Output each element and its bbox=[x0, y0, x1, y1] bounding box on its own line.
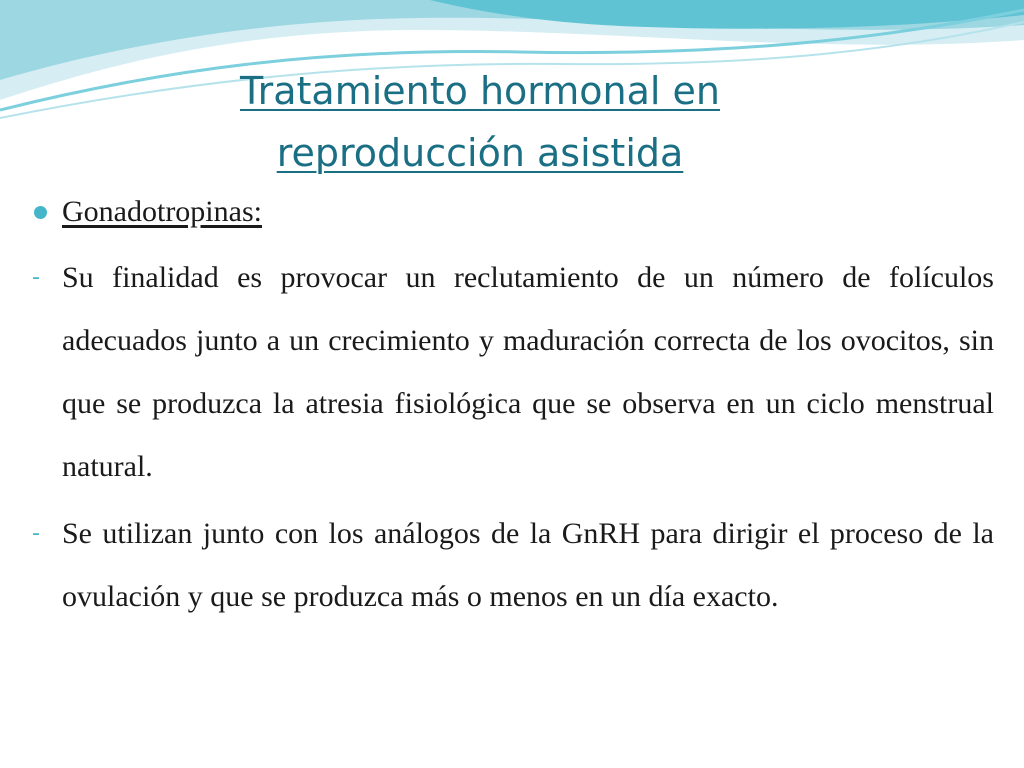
bullet-heading: Gonadotropinas: bbox=[62, 195, 262, 228]
bullet-heading-row bbox=[32, 190, 994, 234]
title-line-2: reproducción asistida bbox=[276, 131, 684, 175]
list-item-text: Su finalidad es provocar un reclutamiento de un número de folículos adecuados junto a un crecimiento y maduración correcta de los ovocitos, sin que se produzca la atresia fisiológica que se observa en un ciclo menstrual natural. bbox=[62, 261, 994, 483]
title-line-1: Tratamiento hormonal en bbox=[239, 69, 720, 113]
list-item bbox=[32, 246, 994, 498]
dash-icon: - bbox=[32, 521, 40, 546]
slide-body bbox=[32, 190, 994, 628]
bullet-dot-icon bbox=[34, 206, 47, 219]
dash-icon: - bbox=[32, 265, 40, 290]
list-item bbox=[32, 502, 994, 628]
slide-title bbox=[100, 60, 860, 184]
list-item-text: Se utilizan junto con los análogos de la GnRH para dirigir el proceso de la ovulación y que se produzca más o menos en un día exacto. bbox=[62, 517, 994, 613]
